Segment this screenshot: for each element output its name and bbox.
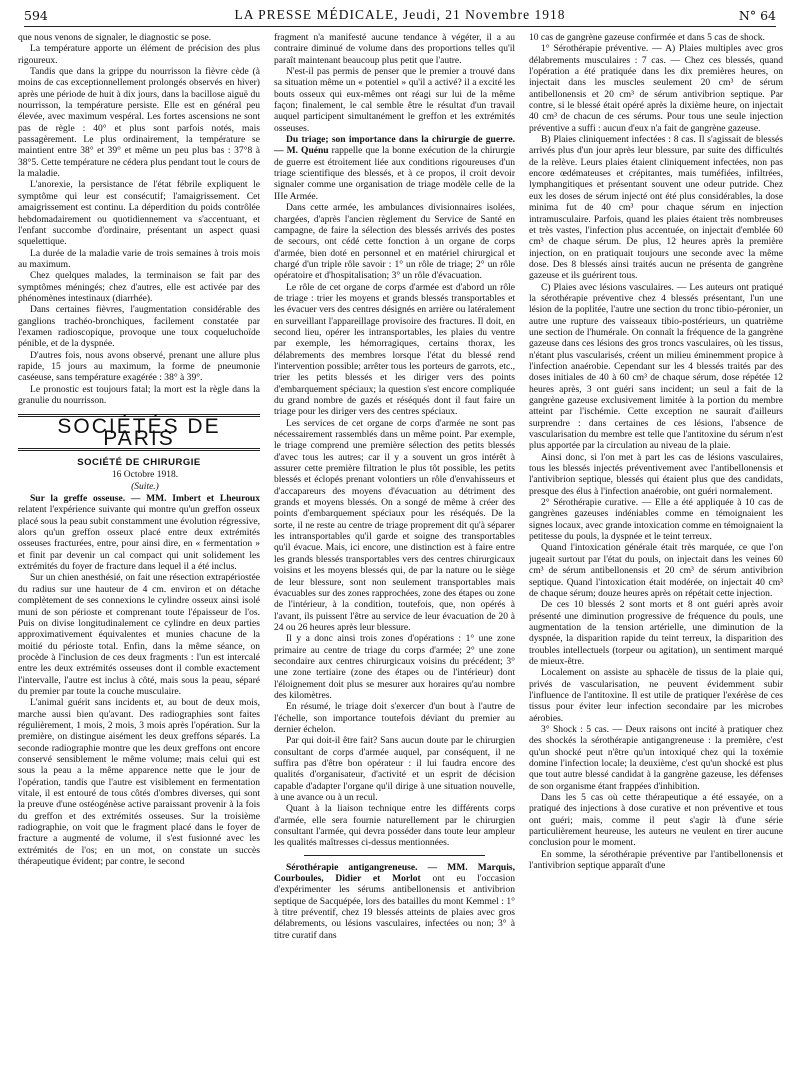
paragraph: Le pronostic est toujours fatal; la mort est la règle dans la granulie du nourrisson.: [18, 383, 260, 406]
paragraph: Tandis que dans la grippe du nourrisson la fièvre cède (à moins de cas exceptionnellement prolongés observés en hiver) après une période de huit à dix jours, dans la bacillose aiguë du nourrisson, la température persiste. Elle est en général peu élevée, avec maximum vespéral. Les fortes ascensions ne sont pas de règle : 40° et plus sont parfois notés, mais passagèrement. Le plus ordinairement, la température se maintient entre 38° et 39° et même un peu plus bas : 37°8 à 38°5. Cette température ne cédera plus pendant tout le cours de la maladie.: [18, 66, 260, 180]
article-text: ont eu l'occasion d'expérimenter les sérums antibellonensis et antivibrion septique de Sacquépée, lors des batailles du mont Kemmel : 1° à titre préventif, chez 19 blessés atteints de plaies avec gros délabrements, ou lésions vasculaires, infectées ou non; 3° à titre curatif dans: [274, 873, 515, 941]
paragraph: La température apporte un élément de précision des plus rigoureux.: [18, 43, 260, 66]
paragraph: Les services de cet organe de corps d'armée ne sont pas nécessairement rassemblés dans un même point. Par exemple, le triage comprend une première sélection des petits blessés d'avec tous les autres; car il y a souvent un gros intérêt à assurer cette première filtration le plus tôt possible, les petits blessés et éclopés prenant volontiers un rôle d'envahisseurs et d'accapareurs des moyens d'évacuation au détriment des grands et moyens blessés. On a songé de même à créer des points d'embarquement spéciaux pour les réséqués. De la sorte, il ne reste au centre de triage proprement dit qu'à séparer les intransportables qu'il garde et soigne des transportables qu'il évacue. Mais, ici encore, une distinction est à faire entre les grands blessés transportables vers des centres chirurgicaux voisins et les moyens blessés qui, de par la nature ou le siège de leur blessure, sont non seulement transportables mais évacuables sur des zones rapprochées, zone des étapes ou zone de l'intérieur, à la condition, toutefois, que, non opérés à l'avant, ils puissent l'être au service de leur évacuation de 20 à 24 ou 26 heures après leur blessure.: [274, 417, 515, 633]
paragraph: Dans les 5 cas où cette thérapeutique a été essayée, on a pratiqué des injections à dose curative et non préventive et tous ont guéri; mais, comme il peut s'agir là d'une série particulièrement heureuse, les auteurs ne veulent en tirer aucune conclusion pour le moment.: [529, 792, 783, 849]
paragraph: L'anorexie, la persistance de l'état fébrile expliquent le symptôme qui leur est consécutif; l'amaigrissement. Cet amaigrissement est continu. La déperdition du poids contrôlée hebdomadairement ou quotidiennement va s'accentuant, et l'enfant succombe d'ordinaire, présentant un aspect quasi squelettique.: [18, 179, 260, 248]
issue-number: N° 64: [738, 8, 776, 23]
society-title: SOCIÉTÉ DE CHIRURGIE: [77, 457, 201, 469]
paragraph: Chez quelques malades, la terminaison se fait par des symptômes méningés; chez d'autres, elle est activée par des phénomènes intestinaux (diarrhée).: [18, 270, 260, 304]
article-text: relatent l'expérience suivante qui montre qu'un greffon osseux placé sous la peau subit constamment une évolution régressive, alors qu'un greffon osseux placé entre deux extrémités osseuses fracturées, entre, pour ainsi dire, en « fermentation » et finit par devenir un cal compact qui unit solidement les extrémités du foyer de fracture dans lequel il a été inclus.: [18, 504, 260, 573]
paragraph-serotherapie: [274, 862, 515, 941]
column-middle: [274, 32, 515, 1076]
column-left: [18, 32, 260, 1076]
paragraph: Sur un chien anesthésié, on fait une résection extrapériostée du radius sur une hauteur de 4 cm. environ et on détache complètement de ses connexions le cylindre osseux ainsi isolé muni de son périoste et comprenant toute l'épaisseur de l'os. Puis on divise longitudinalement ce cylindre en deux parties approximativement équivalentes et munies chacune de la moitié du périoste total. Enfin, dans la même séance, on procède à l'inclusion de ces deux fragments : l'un est intercalé entre les deux extrémités osseuses dont il comble exactement l'intervalle, l'autre est inclus à côté, mais sous la peau, séparé du premier par toute la couche musculaire.: [18, 572, 260, 697]
paragraph: La durée de la maladie varie de trois semaines à trois mois au maximum.: [18, 247, 260, 270]
article-text: rappelle que la bonne exécution de la chirurgie de guerre est étroitement liée aux conditions rigoureuses d'un triage scientifique des blessés, et à ce propos, il croit devoir signaler comme une organisation de triage modèle celle de la IIIe Armée.: [274, 145, 515, 202]
paragraph: L'animal guérit sans incidents et, au bout de deux mois, marche aussi bien qu'avant. Des radiographies sont faites régulièrement, 1 mois, 2 mois, 3 mois après l'opération. Sur la première, on distingue aisément les deux greffons séparés. La seconde radiographie montre que les deux greffons ont encore conservé sensiblement le même volume; mais celui qui est sous la peau a la même apparence nette que le jour de l'opération, tandis que l'autre est visiblement en fermentation vitale, il est entouré de tous côtés d'ombres diverses, qui sont la preuve d'une ostéogénèse active paraissant provenir à la fois du greffon et des extrémités osseuses. Sur la troisième radiographie, on voit que le fragment placé dans le foyer de fracture a augmenté de volume, il s'est fusionné avec les extrémités de l'os; en un mot, on constate un succès thérapeutique évident; par contre, le second: [18, 697, 260, 868]
paragraph-triage: [274, 134, 515, 202]
paragraph: 1° Sérothérapie préventive. — A) Plaies multiples avec gros délabrements musculaires : 7 cas. — Chez ces blessés, quand l'opération a été pratiquée dans les dix premières heures, on injectait dans les muscles seulement 20 cm³ de sérum antibellonensis et 20 cm³ de sérum antivibrion septique. Par contre, si le blessé était opéré après la dixième heure, on injectait 40 cm³ de chacun de ces sérums. Pour tous une seule injection préventive a suffi : aucun d'eux n'a fait de gangrène gazeuse.: [529, 43, 783, 134]
article-heading: Du triage; son importance dans la chirurgie de guerre. — M. Quénu: [274, 134, 515, 157]
paragraph: De ces 10 blessés 2 sont morts et 8 ont guéri après avoir présenté une diminution progressive de fréquence du pouls, une augmentation de la tension artérielle, une diminution de la dyspnée, la disparition rapide du teint terreux, la disparition des troubles intellectuels (torpeur ou agitation), un sentiment marqué de mieux-être.: [529, 599, 783, 667]
paragraph: Quant à la liaison technique entre les différents corps d'armée, elle sera fournie naturellement par le chirurgien consultant l'armée, qui devra posséder dans toute leur ampleur les qualités maîtresses ci-dessus mentionnées.: [274, 803, 515, 849]
paragraph: C) Plaies avec lésions vasculaires. — Les auteurs ont pratiqué la sérothérapie préventive chez 4 blessés présentant, l'un une lésion de la poplitée, l'autre une section du tronc tibio-péronier, un autre une rupture des vaisseaux tibio-postérieurs, un quatrième une section de l'humérale. On connaît la fréquence de la gangrène gazeuse dans ces lésions des gros troncs vasculaires, où les tissus, n'étant plus vascularisés, créent un milieu éminemment propice à l'infection anaérobie. Cependant sur les 4 blessés traités par des doses initiales de 40 à 60 cm³ de chaque sérum, dose répétée 12 heures après, 3 ont guéri sans incident; un seul a fait de la gangrène gazeuse exclusivement limitée à la portion du membre atteint par l'ischémie. Cette exception ne saurait d'ailleurs surprendre : dans certaines de ces lésions, l'absence de vascularisation du membre est telle que l'antitoxine du sérum n'est plus apportée par la circulation au niveau de la plaie.: [529, 281, 783, 452]
divider: [304, 855, 485, 856]
paragraph: En somme, la sérothérapie préventive par l'antibellonensis et l'antivibrion septique apparaît d'une: [529, 848, 783, 872]
paragraph: 3° Shock : 5 cas. — Deux raisons ont incité à pratiquer chez des shockés la sérothérapie antigangreneuse : la première, c'est qu'un shocké peut n'être qu'un intoxiqué chez qui la toxémie domine l'infection locale; la deuxième, c'est qu'un shocké est plus que tout autre blessé candidat à la gangrène gazeuse, les défenses de son organisme étant frappées d'inhibition.: [529, 723, 783, 792]
continued-label: (Suite.): [131, 481, 159, 492]
paragraph: 2° Sérothérapie curative. — Elle a été appliquée à 10 cas de gangrènes gazeuses indéniables comme en témoignaient les signes locaux, avec grande intoxication comme en témoignaient la petitesse du pouls, la dyspnée et le teint terreux.: [529, 497, 783, 543]
journal-title: LA PRESSE MÉDICALE, Jeudi, 21 Novembre 1918: [234, 7, 566, 22]
paragraph-greffe: [18, 493, 260, 572]
article-heading: Sur la greffe osseuse. — MM. Imbert et Lheuroux: [30, 493, 260, 505]
paragraph: Il y a donc ainsi trois zones d'opérations : 1° une zone primaire au centre de triage du corps d'armée; 2° une zone secondaire aux centres chirurgicaux voisins du précédent; 3° une zone tertiaire (zone des étapes ou de l'intérieur) dont l'éloignement doit plus se mesurer aux horaires qu'au nombre des kilomètres.: [274, 633, 515, 701]
column-right: [529, 32, 783, 1076]
paragraph: 10 cas de gangrène gazeuse confirmée et dans 5 cas de shock.: [529, 32, 765, 43]
article-heading: Sérothérapie antigangreneuse. — MM. Marquis, Courboules, Didier et Morlot: [274, 861, 515, 885]
paragraph: que nous venons de signaler, le diagnostic se pose.: [18, 32, 212, 43]
paragraph: En résumé, le triage doit s'exercer d'un bout à l'autre de l'échelle, son importance toutefois déviant du premier au dernier échelon.: [274, 701, 515, 735]
paragraph: Quand l'intoxication générale était très marquée, ce que l'on jugeait surtout par l'état du pouls, on injectait dans les veines 60 cm³ de sérum antibellonensis et 20 cm³ de sérum antivibrion septique. Quand l'intoxication était modérée, on injectait 40 cm³ de chaque sérum; douze heures après on répétait cette injection.: [529, 542, 783, 599]
paragraph: B) Plaies cliniquement infectées : 8 cas. Il s'agissait de blessés arrivés plus d'un jour après leur blessure, par suite des difficultés de la relève. Leurs plaies étaient cliniquement infectées, non pas encore œdémateuses et crépitantes, mais tuméfiées, infiltrées, lymphangitiques et présentant souvent une odeur putride. Chez eux les doses de sérum injecté ont été plus considérables, la dose minima fut de 40 cm³ pour chaque sérum en injection intramusculaire. Parfois, quand les plaies étaient très nombreuses et très vastes, l'infection plus accentuée, on injectait d'emblée 60 cm³ de chaque sérum. De plus, 12 heures après la première injection, on en pratiquait toujours une seconde avec la même dose. Des 8 blessés ainsi traités aucun ne présenta de gangrène gazeuse et ils guérirent tous.: [529, 134, 783, 282]
paragraph: Par qui doit-il être fait? Sans aucun doute par le chirurgien consultant de corps d'armée auquel, par conséquent, il ne suffira pas d'être bon opérateur : il lui faudra encore des qualités d'organisateur, d'activité et un esprit de décision capable d'adapter l'organe qu'il dirige à une situation nouvelle, à une avance ou à un recul.: [274, 735, 515, 804]
paragraph: Dans cette armée, les ambulances divisionnaires isolées, chargées, d'après l'ancien règlement du Service de Santé en campagne, de faire la sélection des blessés arrivés des postes de secours, ont cédé cette fonction à un organe de corps d'armée, bien doté en personnel et en matériel chirurgical et chargé d'un triple rôle savoir : 1° un rôle de triage; 2° un rôle opératoire et d'hospitalisation; 3° un rôle d'évacuation.: [274, 202, 515, 282]
page-header: [24, 6, 776, 27]
paragraph: fragment n'a manifesté aucune tendance à végéter, il a au contraire diminué de volume dans des proportions telles qu'il paraît maintenant beaucoup plus petit que l'autre.: [274, 32, 515, 66]
paragraph: Le rôle de cet organe de corps d'armée est d'abord un rôle de triage : trier les moyens et grands blessés transportables et les évacuer vers des centres désignés en arrière ou latéralement en surveillant l'appareillage provisoire des fractures. Il doit, en second lieu, opérer les intransportables, les plaies du ventre par exemple, les hémorragiques, certains thorax, les délabrements des membres lorsque l'état du blessé rend l'intervention possible; arrêter tous les porteurs de garrots, etc., trier les petits blessés et les diriger vers des points d'embarquement spéciaux; la question s'est encore compliquée du grand nombre de gazés et réséqués dont il faut faire un triage pour les diriger vers des centres spéciaux.: [274, 281, 515, 418]
paragraph: D'autres fois, nous avons observé, prenant une allure plus rapide, 15 jours au maximum, la forme de pneumonie caséeuse, sans température exagérée : 38° à 39°.: [18, 349, 260, 384]
section-title-societes: SOCIÉTÉS DE PARIS: [18, 414, 260, 451]
paragraph: Dans certaines fièvres, l'augmentation considérable des ganglions trachéo-bronchiques, facilement constatée par l'examen radioscopique, provoque une toux coqueluchoïde pénible, et de la dyspnée.: [18, 304, 260, 350]
paragraph: Localement on assiste au sphacèle de tissus de la plaie qui, privés de vascularisation, ne peuvent évidemment subir l'influence de l'antitoxine. Il est utile de pratiquer l'exérèse de ces tissus pour éviter leur infection secondaire par les microbes aérobies.: [529, 667, 783, 724]
session-date: 16 Octobre 1918.: [111, 470, 179, 481]
page-number: 594: [24, 8, 48, 23]
paragraph: N'est-il pas permis de penser que le premier a trouvé dans sa situation même un « potentiel » qu'il a activé? il a excité les bouts osseux qui eux-mêmes ont réagi sur lui de la même façon; finalement, le cal semble être le résultat d'un travail auquel participent simultanément le greffon et les extrémités osseuses.: [274, 66, 515, 134]
paragraph: Ainsi donc, si l'on met à part les cas de lésions vasculaires, tous les blessés injectés préventivement avec l'antibellonensis et l'antivibrion septique, blessés qui étaient plus que des candidats, presque des élus à l'infection anaérobie, ont guéri normalement.: [529, 451, 783, 497]
